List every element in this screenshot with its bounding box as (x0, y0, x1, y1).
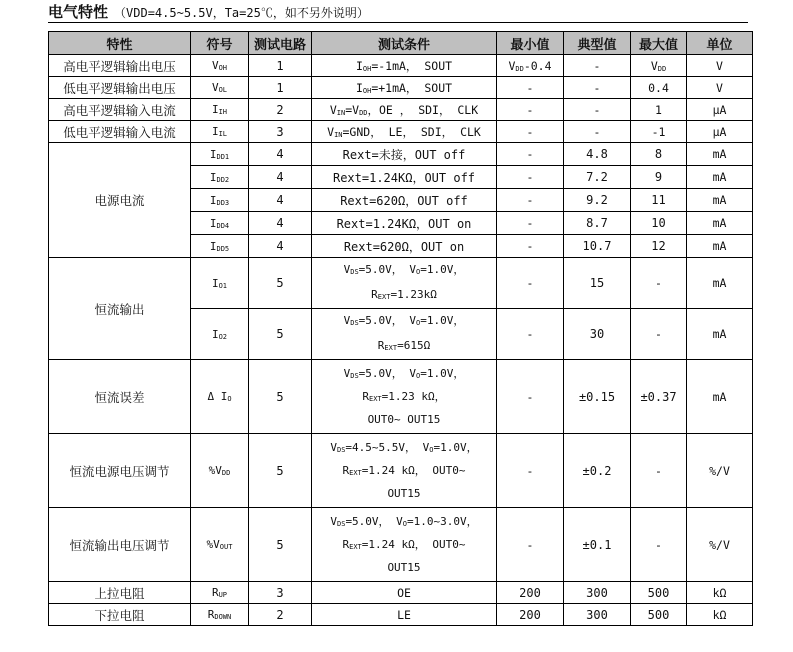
header-symbol: 符号 (191, 32, 249, 55)
typ-cell: 7.2 (564, 166, 631, 189)
symbol-cell: Δ IO (191, 360, 249, 434)
max-cell: 9 (631, 166, 687, 189)
section-title-conditions: （VDD=4.5~5.5V，Ta=25℃，如不另外说明） (114, 6, 369, 20)
symbol-cell: %VOUT (191, 508, 249, 582)
param-cell: 高电平逻辑输出电压 (49, 55, 191, 77)
condition-cell: LE (312, 604, 497, 626)
typ-cell: - (564, 99, 631, 121)
typ-cell: 10.7 (564, 235, 631, 258)
max-cell: 11 (631, 189, 687, 212)
circuit-cell: 2 (249, 604, 312, 626)
condition-cell: Rext=1.24KΩ，OUT off (312, 166, 497, 189)
param-cell: 电源电流 (49, 143, 191, 258)
symbol-cell: IIL (191, 121, 249, 143)
unit-cell: mA (687, 166, 753, 189)
condition-cell: Rext=620Ω，OUT off (312, 189, 497, 212)
symbol-cell: IDD1 (191, 143, 249, 166)
symbol-cell: %VDD (191, 434, 249, 508)
unit-cell: kΩ (687, 604, 753, 626)
circuit-cell: 5 (249, 360, 312, 434)
min-cell: 200 (497, 582, 564, 604)
table-header-row (49, 32, 753, 55)
min-cell: - (497, 166, 564, 189)
param-cell: 恒流输出电压调节 (49, 508, 191, 582)
table-row (49, 143, 753, 166)
max-cell: - (631, 434, 687, 508)
symbol-cell: IO2 (191, 309, 249, 360)
header-circuit: 测试电路 (249, 32, 312, 55)
condition-cell: Rext=未接，OUT off (312, 143, 497, 166)
param-cell: 上拉电阻 (49, 582, 191, 604)
table-row (49, 55, 753, 77)
param-cell: 低电平逻辑输出电压 (49, 77, 191, 99)
symbol-cell: VOH (191, 55, 249, 77)
min-cell: - (497, 121, 564, 143)
min-cell: VDD-0.4 (497, 55, 564, 77)
max-cell: 0.4 (631, 77, 687, 99)
typ-cell: 30 (564, 309, 631, 360)
circuit-cell: 5 (249, 434, 312, 508)
condition-cell: VIN=GND， LE， SDI， CLK (312, 121, 497, 143)
min-cell: - (497, 309, 564, 360)
circuit-cell: 5 (249, 508, 312, 582)
symbol-cell: IDD4 (191, 212, 249, 235)
param-cell: 高电平逻辑输入电流 (49, 99, 191, 121)
max-cell: - (631, 309, 687, 360)
max-cell: - (631, 258, 687, 309)
table-row (49, 77, 753, 99)
typ-cell: - (564, 55, 631, 77)
condition-cell: VDS=5.0V， VO=1.0V， REXT=615Ω (312, 309, 497, 360)
condition-cell: VDS=5.0V， VO=1.0V， REXT=1.23 kΩ， OUT0~ OUT15 (312, 360, 497, 434)
typ-cell: ±0.15 (564, 360, 631, 434)
unit-cell: μA (687, 99, 753, 121)
condition-cell: IOH=+1mA， SOUT (312, 77, 497, 99)
header-max: 最大值 (631, 32, 687, 55)
max-cell: 12 (631, 235, 687, 258)
typ-cell: 15 (564, 258, 631, 309)
circuit-cell: 1 (249, 55, 312, 77)
unit-cell: mA (687, 309, 753, 360)
unit-cell: %/V (687, 508, 753, 582)
table-row (49, 258, 753, 309)
table-row (49, 508, 753, 582)
min-cell: - (497, 77, 564, 99)
max-cell: -1 (631, 121, 687, 143)
circuit-cell: 4 (249, 166, 312, 189)
unit-cell: mA (687, 235, 753, 258)
param-cell: 恒流误差 (49, 360, 191, 434)
symbol-cell: VOL (191, 77, 249, 99)
condition-cell: VDS=4.5~5.5V， VO=1.0V， REXT=1.24 kΩ， OUT0~ OUT15 (312, 434, 497, 508)
circuit-cell: 5 (249, 258, 312, 309)
unit-cell: mA (687, 212, 753, 235)
symbol-cell: IDD3 (191, 189, 249, 212)
max-cell: ±0.37 (631, 360, 687, 434)
symbol-cell: IO1 (191, 258, 249, 309)
min-cell: - (497, 143, 564, 166)
max-cell: 500 (631, 604, 687, 626)
min-cell: - (497, 360, 564, 434)
min-cell: - (497, 258, 564, 309)
typ-cell: 300 (564, 582, 631, 604)
max-cell: 500 (631, 582, 687, 604)
condition-cell: VDS=5.0V， VO=1.0~3.0V， REXT=1.24 kΩ， OUT0~ OUT15 (312, 508, 497, 582)
table-row (49, 604, 753, 626)
table-row (49, 99, 753, 121)
unit-cell: V (687, 55, 753, 77)
symbol-cell: RUP (191, 582, 249, 604)
max-cell: 10 (631, 212, 687, 235)
max-cell: 8 (631, 143, 687, 166)
symbol-cell: IIH (191, 99, 249, 121)
unit-cell: mA (687, 360, 753, 434)
circuit-cell: 1 (249, 77, 312, 99)
typ-cell: 4.8 (564, 143, 631, 166)
electrical-characteristics-table (48, 31, 753, 626)
circuit-cell: 4 (249, 212, 312, 235)
param-cell: 低电平逻辑输入电流 (49, 121, 191, 143)
min-cell: - (497, 508, 564, 582)
circuit-cell: 4 (249, 235, 312, 258)
condition-cell: Rext=620Ω，OUT on (312, 235, 497, 258)
typ-cell: 300 (564, 604, 631, 626)
min-cell: 200 (497, 604, 564, 626)
condition-cell: VIN=VDD，OE ， SDI， CLK (312, 99, 497, 121)
unit-cell: mA (687, 143, 753, 166)
typ-cell: ±0.2 (564, 434, 631, 508)
min-cell: - (497, 99, 564, 121)
min-cell: - (497, 189, 564, 212)
circuit-cell: 3 (249, 121, 312, 143)
header-min: 最小值 (497, 32, 564, 55)
max-cell: - (631, 508, 687, 582)
header-param: 特性 (49, 32, 191, 55)
param-cell: 下拉电阻 (49, 604, 191, 626)
condition-cell: Rext=1.24KΩ，OUT on (312, 212, 497, 235)
table-row (49, 121, 753, 143)
unit-cell: μA (687, 121, 753, 143)
min-cell: - (497, 434, 564, 508)
condition-cell: VDS=5.0V， VO=1.0V， REXT=1.23kΩ (312, 258, 497, 309)
table-row (49, 434, 753, 508)
unit-cell: V (687, 77, 753, 99)
unit-cell: kΩ (687, 582, 753, 604)
typ-cell: - (564, 77, 631, 99)
min-cell: - (497, 235, 564, 258)
circuit-cell: 5 (249, 309, 312, 360)
symbol-cell: IDD5 (191, 235, 249, 258)
unit-cell: mA (687, 189, 753, 212)
unit-cell: mA (687, 258, 753, 309)
min-cell: - (497, 212, 564, 235)
typ-cell: ±0.1 (564, 508, 631, 582)
section-title-main: 电气特性 (48, 3, 109, 21)
max-cell: VDD (631, 55, 687, 77)
symbol-cell: IDD2 (191, 166, 249, 189)
param-cell: 恒流输出 (49, 258, 191, 360)
section-title (48, 2, 748, 23)
circuit-cell: 3 (249, 582, 312, 604)
condition-cell: OE (312, 582, 497, 604)
condition-cell: IOH=-1mA， SOUT (312, 55, 497, 77)
header-condition: 测试条件 (312, 32, 497, 55)
symbol-cell: RDOWN (191, 604, 249, 626)
circuit-cell: 2 (249, 99, 312, 121)
table-row (49, 360, 753, 434)
circuit-cell: 4 (249, 143, 312, 166)
typ-cell: 9.2 (564, 189, 631, 212)
header-typ: 典型值 (564, 32, 631, 55)
typ-cell: - (564, 121, 631, 143)
typ-cell: 8.7 (564, 212, 631, 235)
table-row (49, 582, 753, 604)
unit-cell: %/V (687, 434, 753, 508)
param-cell: 恒流电源电压调节 (49, 434, 191, 508)
max-cell: 1 (631, 99, 687, 121)
circuit-cell: 4 (249, 189, 312, 212)
header-unit: 单位 (687, 32, 753, 55)
